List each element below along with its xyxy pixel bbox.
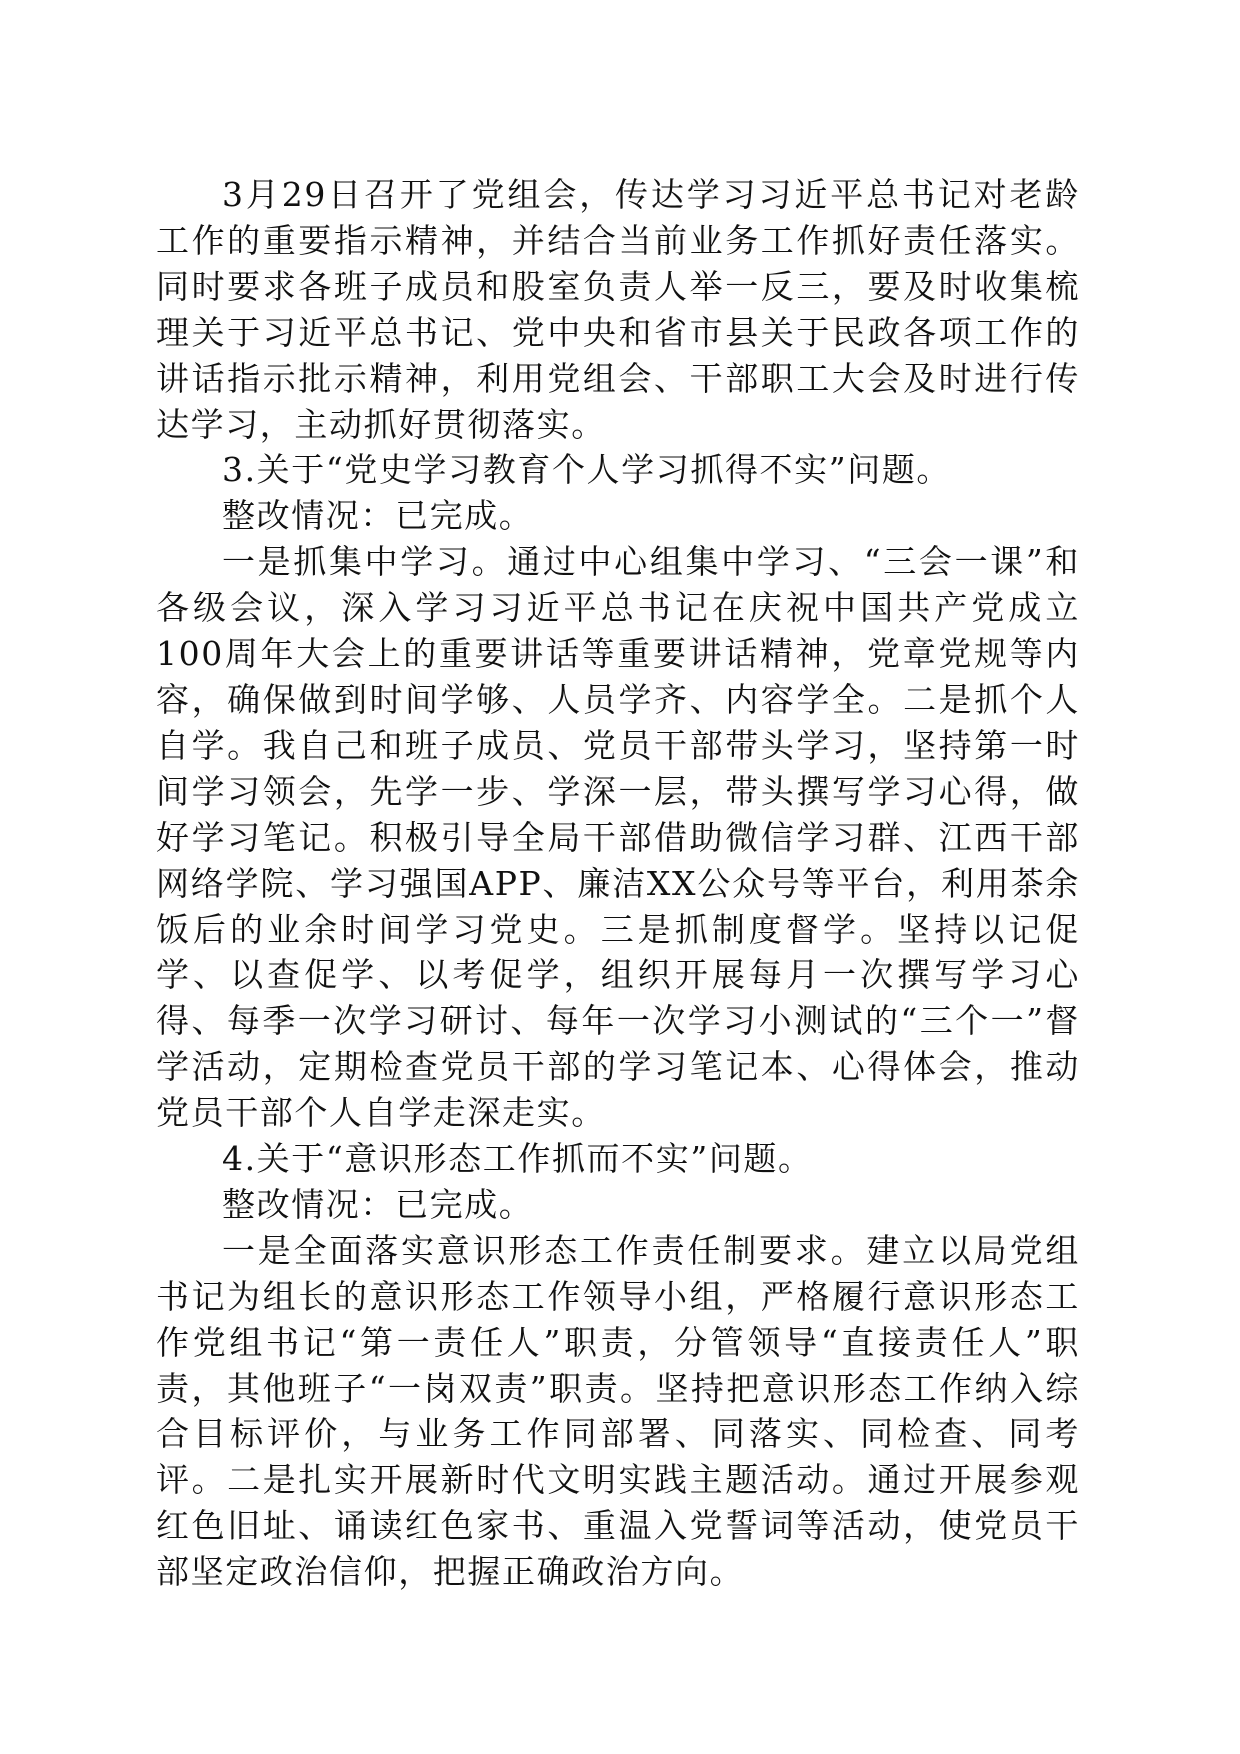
heading-item-3: 3.关于“党史学习教育个人学习抓得不实”问题。 [222, 450, 952, 490]
paragraph-item-3-detail: 一是抓集中学习。通过中心组集中学习、“三会一课”和各级会议，深入学习习近平总书记在庆祝中国共产党成立100周年大会上的重要讲话等重要讲话精神，党章党规等内容，确保做到时间学够、人员学齐、内容学全。二是抓个人自学。我自己和班子成员、党员干部带头学习，坚持第一时间学习领会，先学一步、学深一层，带头撰写学习心得，做好学习笔记。积极引导全局干部借助微信学习群、江西干部网络学院、学习强国APP、廉洁XX公众号等平台，利用茶余饭后的业余时间学习党史。三是抓制度督学。坚持以记促学、以查促学、以考促学，组织开展每月一次撰写学习心得、每季一次学习研讨、每年一次学习小测试的“三个一”督学活动，定期检查党员干部的学习笔记本、心得体会，推动党员干部个人自学走深走实。 [156, 542, 1080, 1133]
status-item-4: 整改情况：已完成。 [222, 1184, 534, 1224]
status-item-3: 整改情况：已完成。 [222, 496, 534, 536]
paragraph-meeting: 3月29日召开了党组会，传达学习习近平总书记对老龄工作的重要指示精神，并结合当前业务工作抓好责任落实。同时要求各班子成员和股室负责人举一反三，要及时收集梳理关于习近平总书记、党中央和省市县关于民政各项工作的讲话指示批示精神，利用党组会、干部职工大会及时进行传达学习，主动抓好贯彻落实。 [156, 175, 1080, 444]
heading-item-4: 4.关于“意识形态工作抓而不实”问题。 [222, 1139, 813, 1179]
paragraph-item-4-detail: 一是全面落实意识形态工作责任制要求。建立以局党组书记为组长的意识形态工作领导小组，严格履行意识形态工作党组书记“第一责任人”职责，分管领导“直接责任人”职责，其他班子“一岗双责”职责。坚持把意识形态工作纳入综合目标评价，与业务工作同部署、同落实、同检查、同考评。二是扎实开展新时代文明实践主题活动。通过开展参观红色旧址、诵读红色家书、重温入党誓词等活动，使党员干部坚定政治信仰，把握正确政治方向。 [156, 1230, 1080, 1592]
document-body [156, 172, 1080, 1595]
